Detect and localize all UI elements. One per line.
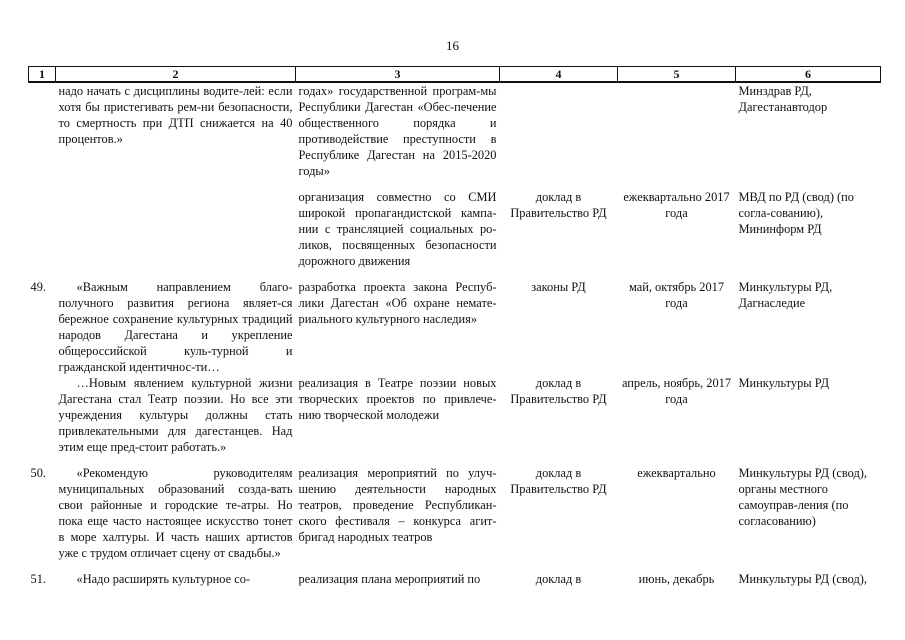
- column-header: 4: [500, 67, 618, 83]
- term-cell: май, октябрь 2017 года: [628, 280, 725, 310]
- measure-cell: организация совместно со СМИ широкой пропагандистской кампа-нии с трансляцией социальных ро-ликов, посвященных безопасности дорожного движения: [298, 190, 497, 268]
- form-cell: законы РД: [531, 280, 586, 294]
- responsible-cell: Минкультуры РД (свод),: [738, 572, 867, 586]
- responsible-cell: МВД по РД (свод) (по согла-сованию), Мининформ РД: [738, 190, 855, 236]
- term-cell: [618, 82, 736, 179]
- table-row: [29, 82, 881, 179]
- measure-cell: реализация плана мероприятий по: [298, 572, 481, 586]
- responsible-cell: Минкультуры РД, Дагнаследие: [738, 280, 833, 310]
- header-row: [29, 67, 881, 83]
- form-cell: доклад в Правительство РД: [510, 190, 607, 220]
- measure-cell: разработка проекта закона Респуб-лики Дагестан «Об охране немате-риального культурного наследия»: [298, 280, 497, 326]
- measure-cell: реализация в Театре поэзии новых творческих проектов по привлече-нию творческой молодежи: [298, 376, 497, 422]
- quote-cell: …Новым явлением культурной жизни Дагестана стал Театр поэзии. Но все эти учреждения культуры должны стать привлекательными для дагестанцев. Над этим еще пред-стоит работать.»: [58, 376, 293, 454]
- responsible-cell: Минкультуры РД: [738, 376, 830, 390]
- column-header: 5: [618, 67, 736, 83]
- quote-cell: надо начать с дисциплины водите-лей: если хотя бы пристегивать рем-ни безопасности, то смертность при ДТП снижается на 40 процентов.»: [58, 84, 293, 146]
- table-row: [29, 465, 881, 561]
- form-cell: доклад в Правительство РД: [510, 466, 607, 496]
- term-cell: июнь, декабрь: [638, 572, 715, 586]
- quote-cell: «Рекомендую руководителям муниципальных образований созда-вать свои районные и городские те-атры. Но пока еще часто настоящее искусство тонет в море халтуры. И часть наших артистов уже с трудом отличает сцену от свадьбы.»: [58, 466, 293, 560]
- table-row: [29, 189, 881, 269]
- plan-table: [28, 66, 881, 587]
- row-number: 49.: [30, 280, 46, 294]
- table-row: [29, 279, 881, 375]
- measure-cell: годах» государственной програм-мы Республики Дагестан «Обес-печение общественного порядка и противодействие преступности в Республике Дагестан на 2015-2020 годы»: [298, 84, 497, 178]
- table-row: [29, 571, 881, 587]
- column-header: 2: [56, 67, 296, 83]
- column-header: 6: [736, 67, 881, 83]
- row-number: [29, 82, 56, 179]
- column-header: 1: [29, 67, 56, 83]
- term-cell: апрель, ноябрь, 2017 года: [621, 376, 732, 406]
- row-number: 50.: [30, 466, 46, 480]
- term-cell: ежеквартально 2017 года: [623, 190, 730, 220]
- quote-cell: [56, 189, 296, 269]
- row-number: 51.: [30, 572, 46, 586]
- form-cell: доклад в Правительство РД: [510, 376, 607, 406]
- quote-cell: «Важным направлением благо-получного развития региона являет-ся бережное сохранение культурных традиций народов Дагестана и укрепление общероссийской куль-турной и гражданской идентичнос-ти…: [58, 280, 293, 374]
- row-number: [29, 375, 56, 455]
- quote-cell: «Надо расширять культурное со-: [76, 572, 251, 586]
- column-header: 3: [296, 67, 500, 83]
- row-number: [29, 189, 56, 269]
- term-cell: ежеквартально: [637, 466, 716, 480]
- responsible-cell: Минздрав РД, Дагестанавтодор: [738, 84, 828, 114]
- form-cell: доклад в: [535, 572, 582, 586]
- measure-cell: реализация мероприятий по улуч-шению деятельности народных театров, проведение Республикан-ского фестиваля – конкурса агит-бригад народных театров: [298, 466, 497, 544]
- page-number: 16: [446, 38, 459, 53]
- table-row: [29, 375, 881, 455]
- responsible-cell: Минкультуры РД (свод), органы местного самоуправ-ления (по согласованию): [738, 466, 867, 528]
- form-cell: [500, 82, 618, 179]
